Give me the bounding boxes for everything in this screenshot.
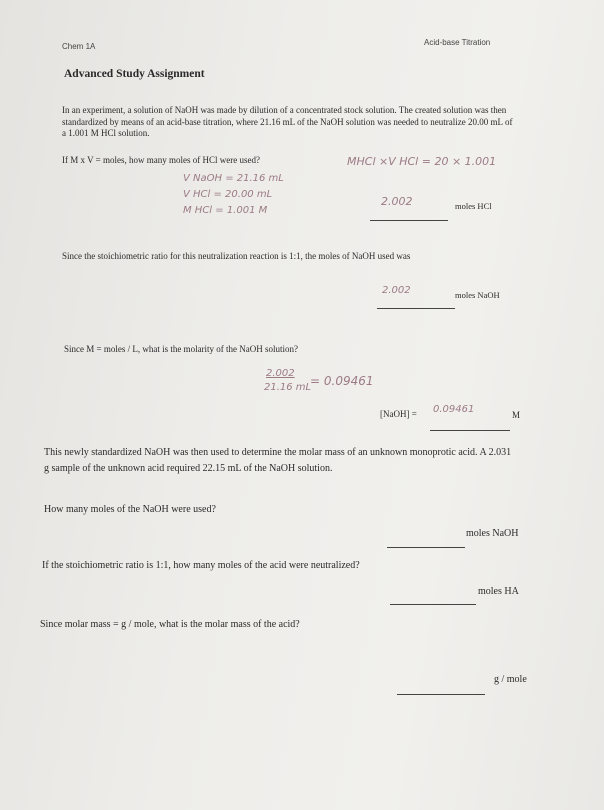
answer-3-unit: M bbox=[512, 410, 521, 420]
question-3-prompt: Since M = moles / L, what is the molarity of the NaOH solution? bbox=[64, 344, 299, 354]
handwritten-hcl-volume: V HCl = 20.00 mL bbox=[183, 189, 273, 200]
answer-3-line bbox=[430, 418, 510, 436]
handwritten-naoh-volume: V NaOH = 21.16 mL bbox=[183, 173, 284, 184]
answer-4-line[interactable] bbox=[387, 535, 465, 553]
course-label: Chem 1A bbox=[62, 42, 96, 51]
answer-4-unit: moles NaOH bbox=[466, 528, 519, 539]
handwritten-denominator: 21.16 mL bbox=[264, 382, 312, 393]
intro-paragraph: In an experiment, a solution of NaOH was made by dilution of a concentrated stock solution. The created solution was then standardized by means of an acid-base titration, where 21.16 mL of the NaOH solution was needed to neutralize 20.00 mL of a 1.001 M HCl solution. bbox=[62, 105, 513, 138]
answer-1-unit: moles HCl bbox=[455, 201, 492, 211]
answer-2-line bbox=[377, 296, 455, 314]
answer-1-value[interactable]: 2.002 bbox=[381, 195, 413, 208]
second-paragraph: This newly standardized NaOH was then used to determine the molar mass of an unknown monoprotic acid. A 2.031 g sample of the unknown acid required 22.15 mL of the NaOH solution. bbox=[44, 447, 512, 474]
handwritten-numerator: 2.002 bbox=[266, 368, 295, 379]
handwritten-result: = 0.09461 bbox=[310, 374, 374, 388]
answer-5-line[interactable] bbox=[390, 592, 476, 610]
answer-2-value[interactable]: 2.002 bbox=[382, 285, 411, 296]
topic-label: Acid-base Titration bbox=[424, 38, 491, 47]
question-2-prompt: Since the stoichiometric ratio for this neutralization reaction is 1:1, the moles of NaOH used was bbox=[62, 251, 411, 261]
handwritten-hcl-molarity: M HCl = 1.001 M bbox=[183, 205, 268, 216]
question-5-prompt: If the stoichiometric ratio is 1:1, how many moles of the acid were neutralized? bbox=[42, 560, 360, 571]
answer-3-label: [NaOH] = bbox=[380, 409, 417, 419]
answer-6-unit: g / mole bbox=[494, 674, 527, 685]
answer-1-line bbox=[370, 208, 448, 226]
answer-6-line[interactable] bbox=[397, 682, 485, 700]
answer-3-value[interactable]: 0.09461 bbox=[433, 404, 475, 415]
page-title: Advanced Study Assignment bbox=[64, 68, 205, 80]
handwritten-formula: MHCl ×V HCl = 20 × 1.001 bbox=[347, 155, 497, 168]
answer-2-unit: moles NaOH bbox=[455, 290, 500, 300]
question-6-prompt: Since molar mass = g / mole, what is the molar mass of the acid? bbox=[40, 619, 300, 630]
question-1-prompt: If M x V = moles, how many moles of HCl were used? bbox=[62, 155, 260, 165]
question-4-prompt: How many moles of the NaOH were used? bbox=[44, 504, 216, 515]
answer-5-unit: moles HA bbox=[478, 586, 519, 597]
